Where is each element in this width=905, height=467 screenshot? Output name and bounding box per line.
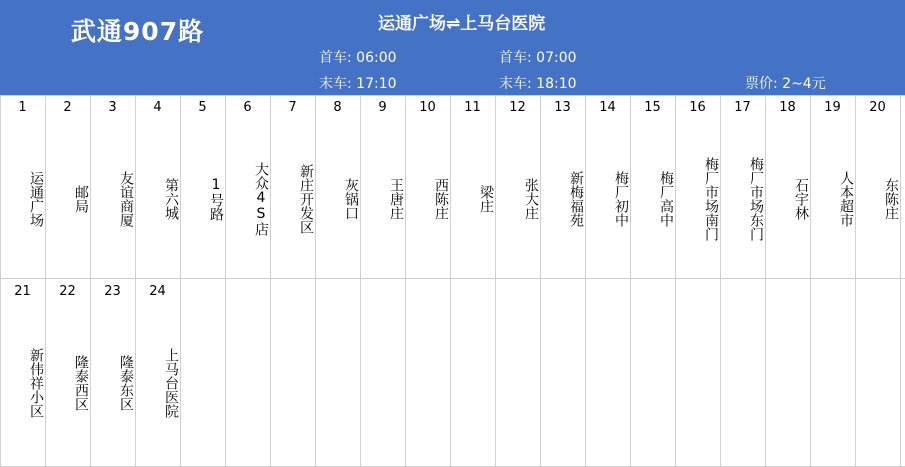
stop-number: 13 bbox=[554, 100, 571, 115]
stop-name: 隆泰西区 bbox=[73, 355, 89, 411]
stop-name: 梅厂初中 bbox=[613, 171, 629, 227]
stop-number: 17 bbox=[734, 100, 751, 115]
stop-number: 1 bbox=[18, 100, 27, 115]
stop-grid bbox=[0, 95, 905, 467]
last-bus-outbound: 末车: 17:10 bbox=[319, 76, 397, 92]
stop-number: 20 bbox=[869, 100, 886, 115]
first-bus-inbound: 首车: 07:00 bbox=[499, 50, 577, 66]
stop-number: 7 bbox=[288, 100, 297, 115]
stop-name: 隆泰东区 bbox=[118, 355, 134, 411]
stop-name: 新梅福苑 bbox=[568, 171, 584, 227]
first-bus-outbound: 首车: 06:00 bbox=[319, 50, 397, 66]
stop-number: 6 bbox=[243, 100, 252, 115]
route-header bbox=[0, 0, 905, 95]
stop-name: 上马台医院 bbox=[163, 348, 179, 418]
route-direction: 运通广场⇌上马台医院 bbox=[378, 14, 546, 34]
stop-number: 22 bbox=[59, 284, 76, 299]
fare-info: 票价: 2~4元 bbox=[745, 76, 826, 92]
stop-number: 24 bbox=[149, 284, 166, 299]
stop-number: 16 bbox=[689, 100, 706, 115]
stop-name: 西陈庄 bbox=[433, 178, 449, 220]
stop-name: 新伟祥小区 bbox=[28, 348, 44, 418]
stop-name: 梅厂高中 bbox=[658, 171, 674, 227]
stop-number: 5 bbox=[198, 100, 207, 115]
stop-number: 2 bbox=[63, 100, 72, 115]
stop-number: 23 bbox=[104, 284, 121, 299]
stop-number: 9 bbox=[378, 100, 387, 115]
stop-name: 梁庄 bbox=[478, 185, 494, 213]
stop-name: 人本超市 bbox=[838, 171, 854, 227]
stop-number: 3 bbox=[108, 100, 117, 115]
stop-number: 4 bbox=[153, 100, 162, 115]
stop-number: 8 bbox=[333, 100, 342, 115]
stop-name: 灰锅口 bbox=[343, 178, 359, 220]
stop-name: 石宇林 bbox=[793, 178, 809, 220]
grid-column-line bbox=[900, 95, 901, 467]
stop-name: 大众4S店 bbox=[253, 162, 269, 236]
stop-name: 新庄开发区 bbox=[298, 164, 314, 234]
stop-number: 11 bbox=[464, 100, 481, 115]
stop-number: 15 bbox=[644, 100, 661, 115]
stop-name: 友谊商厦 bbox=[118, 171, 134, 227]
last-bus-inbound: 末车: 18:10 bbox=[499, 76, 577, 92]
stop-name: 王唐庄 bbox=[388, 178, 404, 220]
stop-number: 21 bbox=[14, 284, 31, 299]
stop-name: 东陈庄 bbox=[883, 178, 899, 220]
stop-number: 18 bbox=[779, 100, 796, 115]
stop-name: 梅厂市场南门 bbox=[703, 157, 719, 241]
grid-row-line bbox=[0, 95, 905, 96]
stop-number: 14 bbox=[599, 100, 616, 115]
stop-number: 12 bbox=[509, 100, 526, 115]
stop-number: 19 bbox=[824, 100, 841, 115]
stop-name: 邮局 bbox=[73, 185, 89, 213]
stop-name: 张大庄 bbox=[523, 178, 539, 220]
stop-name: 1号路 bbox=[208, 177, 224, 221]
stop-number: 10 bbox=[419, 100, 436, 115]
stop-name: 梅厂市场东门 bbox=[748, 157, 764, 241]
stop-name: 运通广场 bbox=[28, 171, 44, 227]
stop-name: 第六城 bbox=[163, 178, 179, 220]
route-title: 武通907路 bbox=[70, 17, 205, 46]
